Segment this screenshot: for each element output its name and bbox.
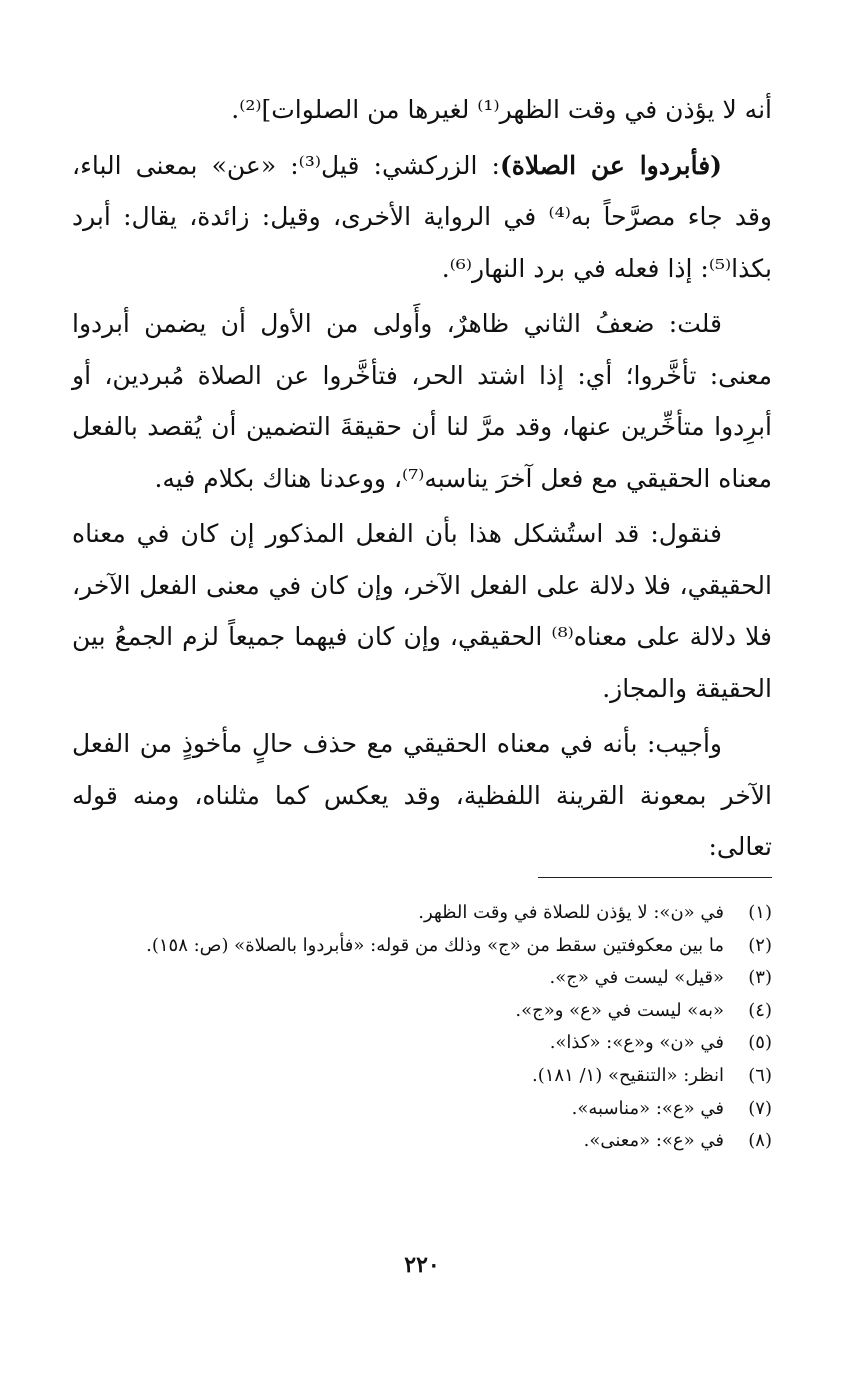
footnote-text: في «ن»: لا يؤذن للصلاة في وقت الظهر. [418, 902, 724, 923]
paragraph-3-text: قلت: ضعفُ الثاني ظاهرٌ، وأَولى من الأول أن يضمن أبردوا معنى: تأخَّروا؛ أي: إذا اشتد الحر، فتأخَّروا عن الصلاة مُبردين، أو أبرِدوا متأخِّرين عنها، وقد مرَّ لنا أن حقيقةَ التضمين أن يُقصد بالفعل معناه الحقيقي مع فعل آخرَ يناسبه⁽⁷⁾، ووعدنا هناك بكلام فيه. [72, 309, 772, 493]
footnote-text: «قيل» ليست في «ج». [549, 967, 724, 989]
footnote-divider [538, 877, 772, 878]
footnote-number: (٨) [748, 1130, 772, 1152]
footnote-8 [72, 1125, 772, 1158]
footnote-7 [72, 1093, 772, 1126]
footnote-number: (٦) [748, 1064, 772, 1086]
paragraph-3 [72, 298, 772, 504]
footnote-number: (٧) [748, 1097, 772, 1119]
footnote-5 [72, 1027, 772, 1060]
footnotes [72, 897, 772, 1158]
paragraph-2-text: : الزركشي: قيل⁽³⁾: «عن» بمعنى الباء، وقد جاء مصرَّحاً به⁽⁴⁾ في الرواية الأخرى، وقيل: زائدة، يقال: أبرد بكذا⁽⁵⁾: إذا فعله في برد النهار⁽⁶⁾. [72, 150, 772, 283]
footnote-text: ما بين معكوفتين سقط من «ج» وذلك من قوله: «فأبردوا بالصلاة» (ص: ١٥٨). [146, 934, 724, 956]
paragraph-5-text: وأجيب: بأنه في معناه الحقيقي مع حذف حالٍ مأخوذٍ من الفعل الآخر بمعونة القرينة اللفظية، وقد يعكس كما مثلناه، ومنه قوله تعالى: [72, 729, 772, 861]
paragraph-1-text: أنه لا يؤذن في وقت الظهر⁽¹⁾ لغيرها من الصلوات]⁽²⁾. [231, 95, 772, 124]
footnote-6 [72, 1060, 772, 1093]
footnote-number: (٥) [748, 1032, 772, 1054]
main-text [72, 84, 772, 873]
footnote-text: في «ع»: «مناسبه». [571, 1097, 724, 1119]
footnote-3 [72, 962, 772, 995]
footnote-text: في «ع»: «معنى». [583, 1130, 724, 1152]
page-number: ٢٢٠ [404, 1252, 440, 1278]
paragraph-2-lead: (فأبردوا عن الصلاة) [499, 150, 722, 180]
footnote-text: في «ن» و«ع»: «كذا». [549, 1032, 724, 1054]
footnote-4 [72, 995, 772, 1028]
footnote-number: (٢) [748, 934, 772, 956]
footnote-number: (١) [748, 902, 772, 923]
footnote-text: انظر: «التنقيح» (١/ ١٨١). [531, 1064, 724, 1086]
paragraph-2 [72, 140, 772, 295]
footnote-2 [72, 930, 772, 963]
footnote-number: (٣) [748, 967, 772, 989]
footnote-number: (٤) [748, 999, 772, 1021]
paragraph-5 [72, 718, 772, 873]
footnote-text: «به» ليست في «ع» و«ج». [515, 999, 724, 1021]
paragraph-4 [72, 508, 772, 714]
paragraph-4-text: فنقول: قد استُشكل هذا بأن الفعل المذكور إن كان في معناه الحقيقي، فلا دلالة على الفعل الآخر، وإن كان في معنى الفعل الآخر، فلا دلالة على معناه⁽⁸⁾ الحقيقي، وإن كان فيهما جميعاً لزم الجمعُ بين الحقيقة والمجاز. [72, 519, 772, 703]
page [72, 84, 772, 1278]
paragraph-1 [72, 84, 772, 136]
footnote-1 [72, 897, 772, 930]
